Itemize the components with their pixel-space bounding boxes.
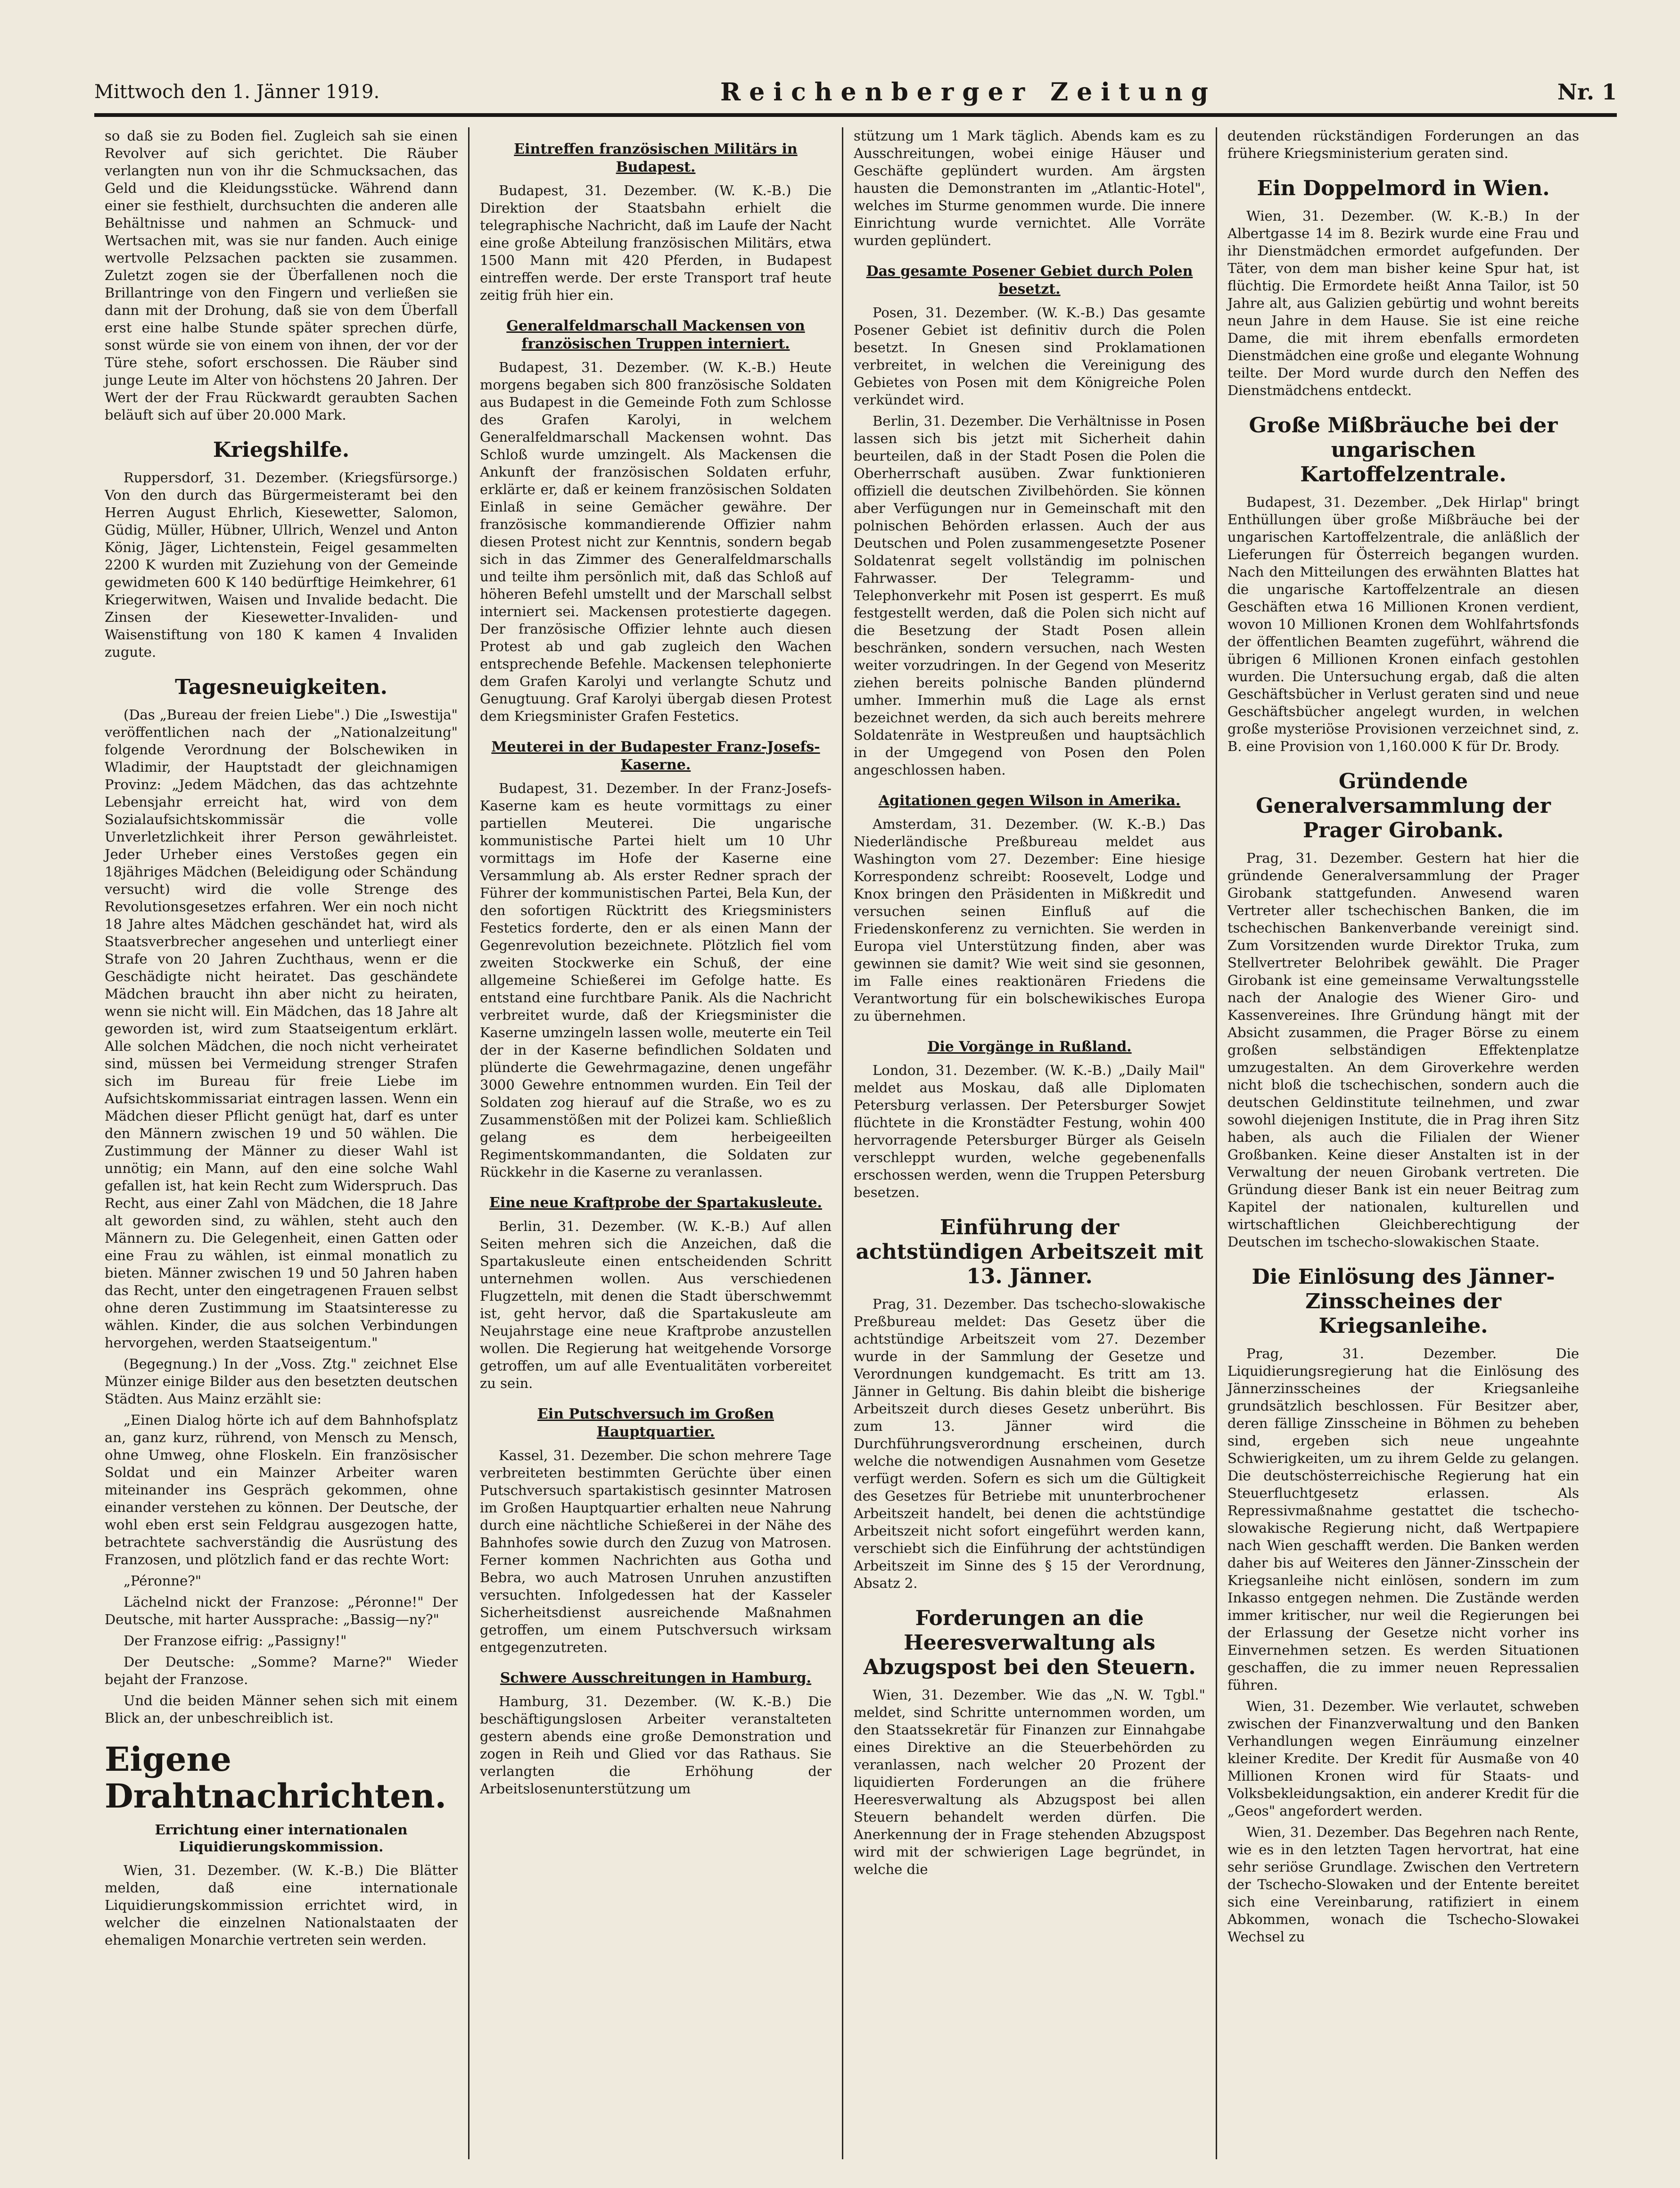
- column-1: [94, 127, 468, 2159]
- article-headline: Errichtung einer internationalen Liquidierungskommission.: [155, 1822, 408, 1855]
- article-body: Budapest, 31. Dezember. „Dek Hirlap" bringt Enthüllungen über große Mißbräuche bei der ungarischen Kartoffelzentrale, die anläßlich der Lieferungen für Österreich begangen wurden. Nach den Mitteilungen des erwähnten Blattes hat die ungarische Kartoffelzentrale an diesen Geschäften etwa 16 Millionen Kronen verdient, wovon 10 Millionen Kronen dem Wohlfahrtsfonds der öffentlichen Beamten zugeführt, während die übrigen 6 Millionen Kronen einfach gestohlen wurden. Die Untersuchung ergab, daß die alten Geschäftsbücher in Verlust geraten sind und neue Geschäftsbücher angelegt wurden, in welchen große mysteriöse Provisionen verzeichnet sind, z. B. eine Provision von 1,160.000 K für Dr. Brody.: [1227, 494, 1579, 754]
- dialog-line: Der Franzose eifrig: „Passigny!": [124, 1633, 347, 1649]
- masthead: [94, 71, 1617, 117]
- section-heading-arbeitszeit: Einführung der achtstündigen Arbeitszeit mit 13. Jänner.: [856, 1215, 1203, 1288]
- article-body: London, 31. Dezember. (W. K.-B.) „Daily Mail" meldet aus Moskau, daß alle Diplomaten Petersburg verlassen. Der Petersburger Sowjet flüchtete in die Kronstädter Festung, wohin 400 hervorragende Petersburger Bürger als Geiseln verschleppt wurden, welche gegebenenfalls erschossen werden, wenn die Truppen Petersburg besetzen.: [854, 1062, 1205, 1200]
- text-columns: [94, 127, 1617, 2159]
- article-body: Hamburg, 31. Dezember. (W. K.-B.) Die beschäftigungslosen Arbeiter veranstalteten gestern abends eine große Demonstration und zogen in Reih und Glied vor das Rathaus. Sie verlangten die Erhöhung der Arbeitslosenunterstützung um: [480, 1693, 832, 1797]
- article-headline: Agitationen gegen Wilson in Amerika.: [878, 793, 1181, 809]
- article-headline: Meuterei in der Budapester Franz-Josefs-Kaserne.: [491, 739, 820, 773]
- article-ruppersdorf: Ruppersdorf, 31. Dezember. (Kriegsfürsorge.) Von den durch das Bürgermeisteramt bei den Herren August Ehrlich, Kiesewetter, Salomon, Güdig, Müller, Hübner, Ullrich, Wenzel und Anton König, Jäger, Lichtenstein, Feigel gesammelten 2200 K wurden mit Zuziehung von der Gemeinde gewidmeten 600 K 140 bedürftige Heimkehrer, 61 Kriegerwitwen, Waisen und Invalide bedacht. Die Zinsen der Kiesewetter-Invaliden- und Waisenstiftung von 180 K kamen 4 Invaliden zugute.: [105, 470, 458, 660]
- section-heading-kriegshilfe: Kriegshilfe.: [213, 438, 350, 462]
- section-heading-heeresverwaltung: Forderungen an die Heeresverwaltung als Abzugspost bei den Steuern.: [863, 1606, 1196, 1679]
- article-continuation: deutenden rückständigen Forderungen an das frühere Kriegsministerium geraten sind.: [1227, 128, 1579, 161]
- article-headline: Schwere Ausschreitungen in Hamburg.: [500, 1670, 812, 1686]
- article-body: Prag, 31. Dezember. Das tschecho-slowakische Preßbureau meldet: Das Gesetz über die achtstündige Arbeitszeit vom 27. Dezember wurde in der Sammlung der Gesetze und Verordnungen kundgemacht. Es tritt am 13. Jänner in Geltung. Bis dahin bleibt die bisherige Arbeitszeit durch dieses Gesetz unberührt. Bis zum 13. Jänner wird die Durchführungsverordnung erscheinen, durch welche die notwendigen Ausnahmen vom Gesetze verfügt werden. Sofern es sich um die Gültigkeit des Gesetzes für Betriebe mit ununterbrochener Arbeitszeit handelt, bei denen die achtstündige Arbeitszeit nicht sofort eingeführt werden kann, verschiebt sich die Einführung der achtstündigen Arbeitszeit im Sinne des § 15 der Verordnung, Absatz 2.: [854, 1296, 1205, 1591]
- article-body: Wien, 31. Dezember. Wie verlautet, schweben zwischen der Finanzverwaltung und den Banken Verhandlungen wegen Einräumung einzelner kleiner Kredite. Der Kredit für Ausmaße von 40 Millionen Kronen wird für Staats- und Volksbekleidungsaktion, ein anderer Kredit für die „Geos" angefordert werden.: [1227, 1698, 1579, 1819]
- article-body: Berlin, 31. Dezember. Die Verhältnisse in Posen lassen sich bis jetzt mit Sicherheit dahin beurteilen, daß in der Stadt Posen die Polen die Oberherrschaft ausüben. Zwar funktionieren offiziell die deutschen Zivilbehörden. Sie können aber Verfügungen nur in Gemeinschaft mit den polnischen Behörden erlassen. Auch der aus Deutschen und Polen zusammengesetzte Posener Soldatenrat segelt vollständig im polnischen Fahrwasser. Der Telegramm- und Telephonverkehr mit Posen ist gesperrt. Es muß festgestellt werden, daß die Polen sich nicht auf die Besetzung der Stadt Posen allein beschränken, sondern versuchen, nach Westen weiter vorzudringen. In der Gegend von Meseritz ziehen bereits polnische Banden plündernd umher. Immerhin muß die Lage als ernst bezeichnet werden, da sich auch bereits mehrere Soldatenräte in Westpreußen und hauptsächlich in der Umgegend von Posen den Polen angeschlossen haben.: [854, 413, 1205, 778]
- section-heading-kartoffelzentrale: Große Mißbräuche bei der ungarischen Kartoffelzentrale.: [1249, 413, 1558, 487]
- article-body: Posen, 31. Dezember. (W. K.-B.) Das gesamte Posener Gebiet ist definitiv durch die Polen besetzt. In Gnesen sind Proklamationen verbreitet, in welchen die Vereinigung des Gebietes von Posen mit dem Königreiche Polen verkündet wird.: [854, 305, 1205, 408]
- section-heading-drahtnachrichten: Eigene Drahtnachrichten.: [105, 1740, 447, 1816]
- article-headline: Generalfeldmarschall Mackensen von französischen Truppen interniert.: [506, 318, 805, 352]
- dialog-line: Und die beiden Männer sehen sich mit einem Blick an, der unbeschreiblich ist.: [105, 1693, 458, 1726]
- article-body: Prag, 31. Dezember. Die Liquidierungsregierung hat die Einlösung des Jännerzinsscheines der Kriegsanleihe grundsätzlich beschlossen. Für Besitzer aber, deren fällige Zinsscheine in Böhmen zu beheben sind, ergeben sich neue ungeahnte Schwierigkeiten, um zu ihrem Gelde zu gelangen. Die deutschösterreichische Regierung hat ein Steuerfluchtgesetz erlassen. Als Repressivmaßnahme gestattet die tschecho-slowakische Regierung nicht, daß Wertpapiere nach Wien geschafft werden. Die Banken werden daher bis auf Weiteres den Jänner-Zinsschein der Kriegsanleihe nicht einlösen, sondern im zum Inkasso entgegen nehmen. Die Zustände werden immer kritischer, nur weil die Regierungen bei der Erlassung der Gesetze nicht vorher ins Einvernehmen setzen. Es werden Situationen geschaffen, die zu immer neuen Repressalien führen.: [1227, 1346, 1579, 1693]
- article-body: Wien, 31. Dezember. Das Begehren nach Rente, wie es in den letzten Tagen hervortrat, hat eine sehr seriöse Grundlage. Zwischen den Vertretern der Tschecho-Slowaken und der Entente bereitet sich eine Vereinbarung, ratifiziert in einem Abkommen, wonach die Tschecho-Slowakei Wechsel zu: [1227, 1824, 1579, 1945]
- article-paragraph: „Einen Dialog hörte ich auf dem Bahnhofsplatz an, ganz kurz, rührend, von Mensch zu Mensch, ohne Umweg, ohne Floskeln. Ein französischer Soldat und ein Mainzer Arbeiter waren miteinander ins Gespräch gekommen, ohne einander verstehen zu können. Der Deutsche, der wohl eben erst sein Feldgrau ausgezogen hatte, betrachtete sachverständig die Ausrüstung des Franzosen, und plötzlich fand er das rechte Wort:: [105, 1412, 458, 1568]
- article-body: Budapest, 31. Dezember. (W. K.-B.) Heute morgens begaben sich 800 französische Soldaten aus Budapest in die Gemeinde Foth zum Schlosse des Grafen Karolyi, in welchem Generalfeldmarschall Mackensen wohnt. Das Schloß wurde umzingelt. Als Mackensen die Ankunft der französischen Soldaten erfuhr, erklärte er, daß er keinem französischen Soldaten Einlaß in seine Gemächer gewähre. Der französische kommandierende Offizier nahm diesen Protest nicht zur Kenntnis, sondern begab sich in das Zimmer des Generalfeldmarschalls und teilte ihm persönlich mit, daß das Schloß auf höheren Befehl umstellt und der Marschall selbst interniert sei. Mackensen protestierte dagegen. Der französische Offizier lehnte auch diesen Protest ab und gab zugleich den Wachen entsprechende Befehle. Mackensen telephonierte dem Grafen Karolyi und verlangte Schutz und Genugtuung. Graf Karolyi übergab diesen Protest dem Kriegsminister Grafen Festetics.: [480, 359, 832, 724]
- article-body: Berlin, 31. Dezember. (W. K.-B.) Auf allen Seiten mehren sich die Anzeichen, daß die Spartakusleute einen entscheidenden Schritt unternehmen wollen. Aus verschiedenen Flugzetteln, mit denen die Stadt überschwemmt ist, geht hervor, daß die Spartakusleute am Neujahrstage eine neue Kraftprobe anzustellen wollen. Die Regierung hat weitgehende Vorsorge getroffen, um auf alle Eventualitäten vorbereitet zu sein.: [480, 1218, 832, 1391]
- article-body: Budapest, 31. Dezember. (W. K.-B.) Die Direktion der Staatsbahn erhielt die telegraphische Nachricht, daß im Laufe der Nacht eine große Abteilung französischen Militärs, etwa 1500 Mann mit 420 Pferden, in Budapest eintreffen werde. Der erste Transport traf heute zeitig früh hier ein.: [480, 182, 832, 303]
- article-continuation: so daß sie zu Boden fiel. Zugleich sah sie einen Revolver auf sich gerichtet. Die Räuber verlangten nun von ihr die Schmucksachen, das Geld und die Kleidungsstücke. Während dann einer sie festhielt, durchsuchten die anderen alle Behältnisse und nahmen an Schmuck- und Wertsachen mit, was sie nur fanden. Auch einige wertvolle Pelzsachen packten sie zusammen. Zuletzt zogen sie der Überfallenen noch die Brillantringe von den Fingern und verließen sie dann mit der Drohung, daß sie von dem Überfall erst eine halbe Stunde später sprechen dürfe, sonst würde sie von einem von ihnen, der vor der Türe stehe, sofort erschossen. Die Räuber sind junge Leute im Alter von höchstens 20 Jahren. Der Wert der der Frau Rückwardt geraubten Sachen beläuft sich auf über 20.000 Mark.: [105, 128, 458, 423]
- article-headline: Eine neue Kraftprobe der Spartakusleute.: [489, 1195, 822, 1211]
- column-3: [842, 127, 1216, 2159]
- issue-date: Mittwoch den 1. Jänner 1919.: [94, 81, 380, 103]
- article-body: Budapest, 31. Dezember. In der Franz-Josefs-Kaserne kam es heute vormittags zu einer partiellen Meuterei. Die ungarische kommunistische Partei hielt um 10 Uhr vormittags im Hofe der Kaserne eine Versammlung ab. Als erster Redner sprach der Führer der kommunistischen Partei, Bela Kun, der den sofortigen Rücktritt des Kriegsministers Festetics forderte, den er als einen Mann der Gegenrevolution bezeichnete. Plötzlich fiel vom zweiten Stockwerke ein Schuß, der eine allgemeine Schießerei im Gefolge hatte. Es entstand eine furchtbare Panik. Als die Nachricht verbreitet wurde, daß der Kriegsminister die Kaserne umzingeln lassen wolle, meuterte ein Teil der in der Kaserne befindlichen Soldaten und plünderte die Gewehrmagazine, denen ungefähr 3000 Gewehre entnommen wurden. Ein Teil der Soldaten zog hierauf auf die Straße, wo es zu Zusammenstößen mit der Polizei kam. Schließlich gelang es dem herbeigeeilten Regimentskommandanten, die Soldaten zur Rückkehr in die Kaserne zu veranlassen.: [480, 780, 832, 1180]
- article-continuation: stützung um 1 Mark täglich. Abends kam es zu Ausschreitungen, wobei einige Häuser und Geschäfte geplündert wurden. Am ärgsten hausten die Demonstranten im „Atlantic-Hotel", welches im Sturme genommen wurde. Die innere Einrichtung wurde vernichtet. Alle Vorräte wurden geplündert.: [854, 128, 1205, 248]
- article-liquidierung: Wien, 31. Dezember. (W. K.-B.) Die Blätter melden, daß eine internationale Liquidierungskommission errichtet wird, in welcher die einzelnen Nationalstaaten der ehemaligen Monarchie vertreten sein werden.: [105, 1862, 458, 1948]
- article-headline: Die Vorgänge in Rußland.: [927, 1039, 1132, 1055]
- article-body: Prag, 31. Dezember. Gestern hat hier die gründende Generalversammlung der Prager Girobank stattgefunden. Anwesend waren Vertreter aller tschechischen Banken, die im tschechischen Bankenverbande vereinigt sind. Zum Vorsitzenden wurde Direktor Truka, zum Stellvertreter Belohribek gewählt. Die Prager Girobank ist eine gemeinsame Verwaltungsstelle nach der Analogie des Wiener Giro- und Kassenvereines. Ihre Gründung hängt mit der Absicht zusammen, die Prager Börse zu einem großen selbständigen Effektenplatze umzugestalten. An dem Giroverkehre werden nicht bloß die tschechischen, sondern auch die deutschen Geldinstitute teilnehmen, und zwar sowohl diejenigen Institute, die in Prag ihren Sitz haben, als auch die Filialen der Wiener Großbanken. Keine dieser Anstalten ist in der Verwaltung der neuen Girobank vertreten. Die Gründung dieser Bank ist ein neuer Beitrag zum Kapitel der nationalen, kulturellen und wirtschaftlichen Gleichberechtigung der Deutschen im tschecho-slowakischen Staate.: [1227, 850, 1579, 1250]
- section-heading-kriegsanleihe: Die Einlösung des Jänner-Zinsscheines der Kriegsanleihe.: [1252, 1265, 1555, 1338]
- section-heading-tagesneuigkeiten: Tagesneuigkeiten.: [175, 675, 387, 699]
- article-headline: Eintreffen französischen Militärs in Budapest.: [514, 141, 798, 175]
- dialog-line: Lächelnd nickt der Franzose: „Péronne!" Der Deutsche, mit harter Aussprache: „Bassig—ny?": [105, 1594, 458, 1627]
- dialog-line: „Péronne?": [124, 1573, 202, 1589]
- page-number: Nr. 1: [1557, 79, 1617, 105]
- column-4: [1216, 127, 1589, 2159]
- dialog-line: Der Deutsche: „Somme? Marne?" Wieder bejaht der Franzose.: [105, 1654, 458, 1687]
- section-heading-doppelmord: Ein Doppelmord in Wien.: [1257, 176, 1550, 200]
- section-heading-girobank: Gründende Generalversammlung der Prager Girobank.: [1256, 769, 1551, 842]
- article-body: Wien, 31. Dezember. (W. K.-B.) In der Albertgasse 14 im 8. Bezirk wurde eine Frau und ihr Dienstmädchen ermordet aufgefunden. Der Täter, von dem man bisher keine Spur hat, ist flüchtig. Die Ermordete heißt Anna Tailor, ist 50 Jahre alt, aus Galizien gebürtig und wohnt bereits neun Jahre in dem Hause. Sie ist eine reiche Dame, die mit ihrem ebenfalls ermordeten Dienstmädchen eine große und elegante Wohnung teilte. Der Mord wurde durch den Neffen des Dienstmädchens entdeckt.: [1227, 208, 1579, 398]
- newspaper-title: Reichenberger Zeitung: [720, 77, 1217, 107]
- article-headline: Das gesamte Posener Gebiet durch Polen besetzt.: [866, 263, 1193, 297]
- column-2: [468, 127, 842, 2159]
- article-headline: Ein Putschversuch im Großen Hauptquartier.: [537, 1406, 774, 1440]
- article-body: Kassel, 31. Dezember. Die schon mehrere Tage verbreiteten bestimmten Gerüchte über einen Putschversuch spartakistisch gesinnter Matrosen im Großen Hauptquartier erhalten neue Nahrung durch eine nächtliche Schießerei in der Nähe des Bahnhofes sowie durch den Zuzug von Matrosen. Ferner kommen Nachrichten aus Gotha und Bebra, wo auch Matrosen Unruhen anzustiften versuchten. Infolgedessen hat der Kasseler Sicherheitsdienst ausreichende Maßnahmen getroffen, um einem Putschversuch wirksam entgegenzutreten.: [480, 1447, 832, 1655]
- article-body: Amsterdam, 31. Dezember. (W. K.-B.) Das Niederländische Preßbureau meldet aus Washington vom 27. Dezember: Eine hiesige Korrespondenz schreibt: Roosevelt, Lodge und Knox bringen den Präsidenten in Mißkredit und versuchen seinen Einfluß auf die Friedenskonferenz zu vernichten. Sie werden in Europa viel Unterstützung finden, aber was gewinnen sie damit? Wie weit sind sie gesonnen, im Falle eines reaktionären Friedens die Verantwortung für ein bolschewikisches Europa zu übernehmen.: [854, 816, 1205, 1024]
- article-begegnung: (Begegnung.) In der „Voss. Ztg." zeichnet Else Münzer einige Bilder aus den besetzten deutschen Städten. Aus Mainz erzählt sie:: [105, 1356, 458, 1407]
- article-body: Wien, 31. Dezember. Wie das „N. W. Tgbl." meldet, sind Schritte unternommen worden, um den Staatssekretär für Finanzen zur Einnahgabe eines Direktive an die Steuerbehörden zu veranlassen, nach welcher 20 Prozent der liquidierten Forderungen an die frühere Heeresverwaltung als Abzugspost bei allen Steuern behandelt werden dürfen. Die Anerkennung der in Frage stehenden Abzugspost wird mit der schwierigen Lage begründet, in welche die: [854, 1687, 1205, 1877]
- article-bureau-freie-liebe: (Das „Bureau der freien Liebe".) Die „Iswestija" veröffentlichen nach der „Nationalzeitung" folgende Verordnung der Bolschewiken in Wladimir, der Hauptstadt der gleichnamigen Provinz: „Jedem Mädchen, das das achtzehnte Lebensjahr erreicht hat, wird von dem Sozialaufsichtskommissär die volle Unverletzlichkeit ihrer Person gewährleistet. Jeder Urheber eines Verstoßes gegen ein 18jähriges Mädchen (Beleidigung oder Schändung versucht) wird die volle Strenge des Revolutionsgesetzes erfahren. Wer ein noch nicht 18 Jahre altes Mädchen geschändet hat, wird als Staatsverbrecher angesehen und unterliegt einer Strafe von 20 Jahren Zuchthaus, wenn er die Geschädigte nicht heiratet. Das geschändete Mädchen braucht ihn aber nicht zu heiraten, wenn sie nicht will. Ein Mädchen, das 18 Jahre alt geworden ist, wird zum Staatseigentum erklärt. Alle solchen Mädchen, die noch nicht verheiratet sind, müssen bei Vermeidung strenger Strafen sich im Bureau für freie Liebe im Aufsichtskommissariat eintragen lassen. Wenn ein Mädchen dieser Pflicht genügt hat, darf es unter den Männern zwischen 19 und 50 wählen. Die Zustimmung der Männer zu dieser Wahl ist unnötig; ein Mann, auf den eine solche Wahl gefallen ist, hat kein Recht zum Widerspruch. Das Recht, aus einer Zahl von Mädchen, die 18 Jahre alt geworden sind, zu wählen, steht auch den Männern zu. Die Gelegenheit, einen Gatten oder eine Frau zu wählen, ist einmal monatlich zu bieten. Männer zwischen 19 und 50 Jahren haben das Recht, unter den eingetragenen Frauen selbst ohne deren Zustimmung im Staatsinteresse zu wählen. Kinder, die aus solchen Verbindungen hervorgehen, werden Staatseigentum.": [105, 707, 458, 1351]
